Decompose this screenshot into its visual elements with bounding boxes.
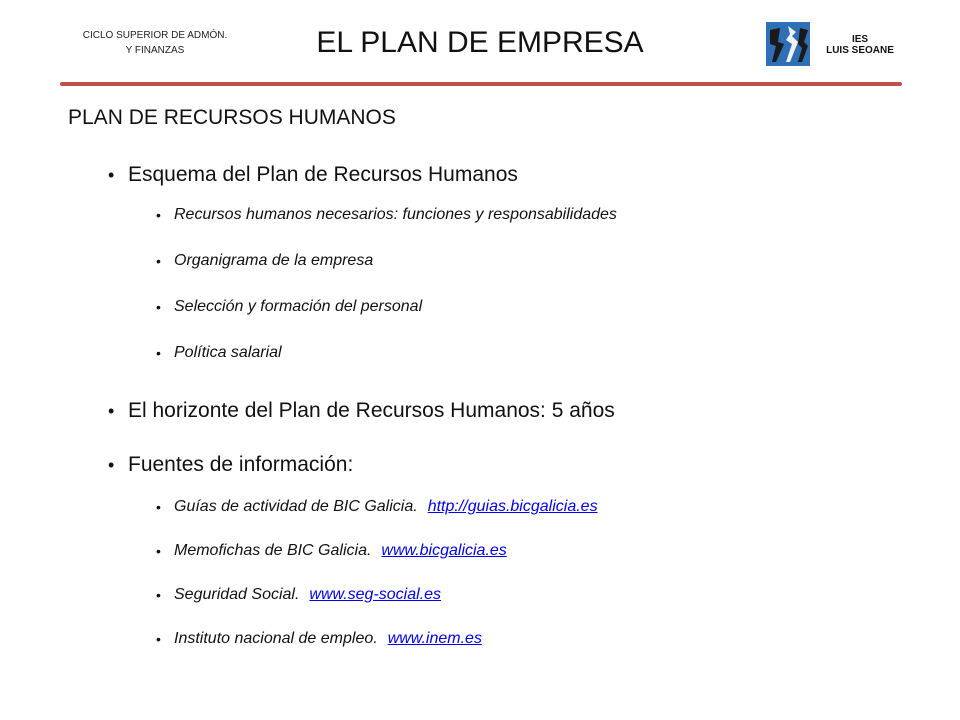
source-label: Instituto nacional de empleo. bbox=[174, 630, 378, 647]
sub-bullet-selection-training: • Selección y formación del personal bbox=[156, 296, 908, 318]
sub-bullet-org-chart: • Organigrama de la empresa bbox=[156, 250, 908, 272]
program-line-2: Y FINANZAS bbox=[125, 45, 185, 56]
logo-line-2: LUIS SEOANE bbox=[826, 45, 894, 56]
program-line-1: CICLO SUPERIOR DE ADMÓN. bbox=[82, 30, 228, 41]
source-bic-guides bbox=[156, 496, 908, 518]
bullet-hr-horizon: • El horizonte del Plan de Recursos Humanos: 5 años bbox=[108, 396, 908, 426]
ies-luis-seoane-logo-icon bbox=[766, 22, 810, 66]
source-label: Memofichas de BIC Galicia. bbox=[174, 542, 372, 559]
bullet-list bbox=[108, 160, 908, 650]
source-social-security bbox=[156, 584, 908, 606]
link-bic-guides[interactable]: http://guias.bicgalicia.es bbox=[427, 498, 598, 515]
school-logo bbox=[766, 22, 906, 70]
sub-bullet-required-staff: • Recursos humanos necesarios: funciones y responsabilidades bbox=[156, 204, 908, 226]
logo-text bbox=[814, 34, 906, 56]
bullet-info-sources: • Fuentes de información: bbox=[108, 450, 908, 480]
source-label: Seguridad Social. bbox=[174, 586, 300, 603]
source-bic-memofichas bbox=[156, 540, 908, 562]
logo-line-1: IES bbox=[851, 34, 869, 45]
link-seg-social[interactable]: www.seg-social.es bbox=[309, 586, 442, 603]
bullet-hr-outline: • Esquema del Plan de Recursos Humanos bbox=[108, 160, 908, 190]
section-title: PLAN DE RECURSOS HUMANOS bbox=[68, 106, 396, 129]
sub-bullet-salary-policy: • Política salarial bbox=[156, 342, 908, 364]
source-inem bbox=[156, 628, 908, 650]
link-inem[interactable]: www.inem.es bbox=[387, 630, 482, 647]
page-title: EL PLAN DE EMPRESA bbox=[316, 26, 644, 59]
link-bic-galicia[interactable]: www.bicgalicia.es bbox=[381, 542, 507, 559]
header-divider bbox=[60, 82, 902, 86]
source-label: Guías de actividad de BIC Galicia. bbox=[174, 498, 418, 515]
